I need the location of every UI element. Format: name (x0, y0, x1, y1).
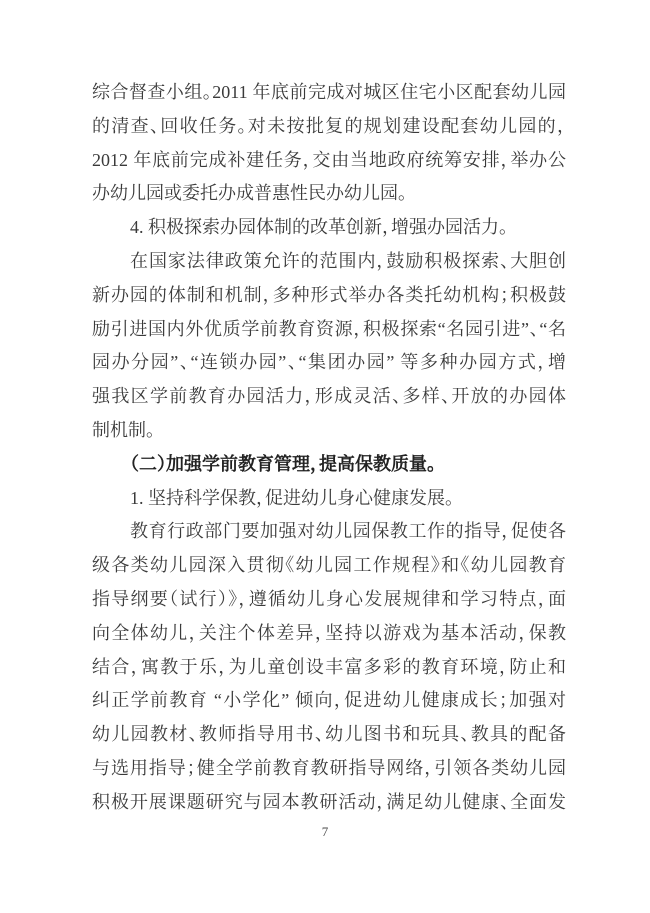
text-line: 的清查、回收任务。对未按批复的规划建设配套幼儿园的， (92, 115, 566, 136)
text-line: 园办分园”、“连锁办园”、“集团办园” 等多种办园方式，增 (92, 352, 566, 373)
numbered-item-1: 1. 坚持科学保教，促进幼儿身心健康发展。 (130, 487, 454, 508)
text-line: 指导纲要（试行）》，遵循幼儿身心发展规律和学习特点，面 (92, 588, 566, 609)
document-body (92, 76, 566, 820)
text-line: 与选用指导；健全学前教育教研指导网络，引领各类幼儿园 (92, 757, 566, 778)
text-line: 级各类幼儿园深入贯彻《幼儿园工作规程》和《幼儿园教育 (92, 555, 566, 576)
text-line: 励引进国内外优质学前教育资源，积极探索“名园引进”、“名 (92, 318, 566, 339)
text-line: 结合，寓教于乐，为儿童创设丰富多彩的教育环境，防止和 (92, 656, 566, 677)
text-line: 办幼儿园或委托办成普惠性民办幼儿园。 (92, 183, 407, 204)
text-line: 强我区学前教育办园活力，形成灵活、多样、开放的办园体 (92, 386, 566, 407)
section-heading-2: （二）加强学前教育管理，提高保教质量。 (130, 453, 436, 474)
page-number: 7 (321, 824, 329, 839)
text-line: 纠正学前教育 “小学化” 倾向，促进幼儿健康成长；加强对 (92, 690, 566, 711)
text-line: 2012 年底前完成补建任务，交由当地政府统筹安排，举办公 (92, 149, 566, 170)
text-line: 新办园的体制和机制，多种形式举办各类托幼机构；积极鼓 (92, 284, 566, 305)
numbered-item-4: 4. 积极探索办园体制的改革创新，增强办园活力。 (130, 217, 508, 238)
text-line: 积极开展课题研究与园本教研活动，满足幼儿健康、全面发 (92, 791, 566, 812)
text-line: 教育行政部门要加强对幼儿园保教工作的指导，促使各 (130, 521, 566, 542)
text-line: 在国家法律政策允许的范围内，鼓励积极探索、大胆创 (130, 250, 566, 271)
text-line: 综合督查小组。2011 年底前完成对城区住宅小区配套幼儿园 (92, 82, 566, 102)
text-line: 制机制。 (92, 419, 155, 440)
text-line: 幼儿园教材、教师指导用书、幼儿图书和玩具、教具的配备 (92, 724, 566, 745)
text-line: 向全体幼儿，关注个体差异，坚持以游戏为基本活动，保教 (92, 622, 566, 643)
